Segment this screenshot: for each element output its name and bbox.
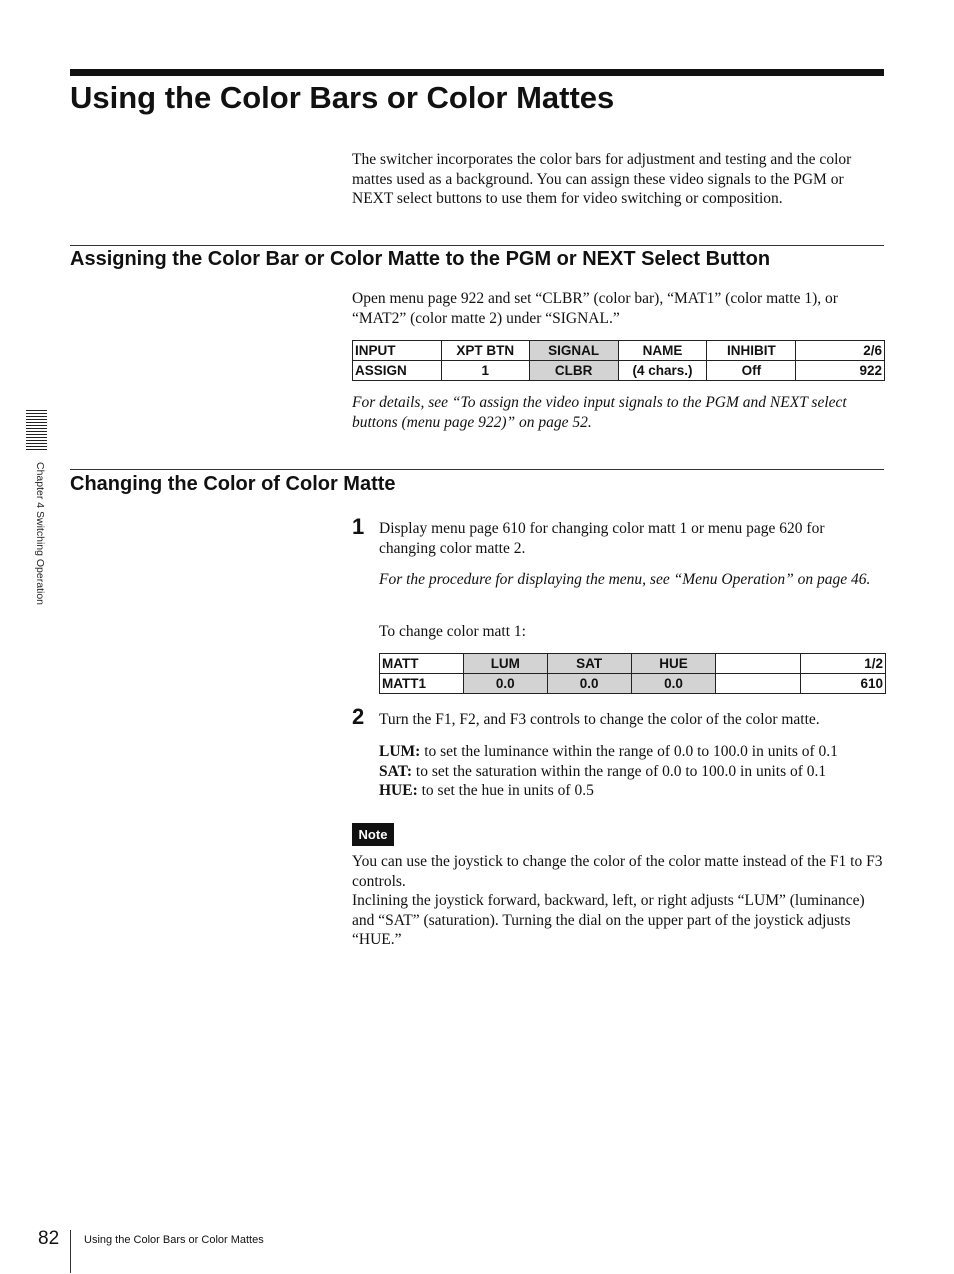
table-row <box>353 341 885 361</box>
section2-heading: Changing the Color of Color Matte <box>70 473 396 495</box>
table-cell <box>716 654 801 674</box>
table-cell: 0.0 <box>463 674 547 694</box>
param-term: HUE: <box>379 782 418 799</box>
section1-text: Open menu page 922 and set “CLBR” (color bar), “MAT1” (color matte 1), or “MAT2” (color matte 2) under “SIGNAL.” <box>352 290 838 327</box>
note-badge: Note <box>352 823 394 846</box>
table-row <box>353 361 885 381</box>
table-cell: 610 <box>801 674 886 694</box>
param-desc: to set the saturation within the range of 0.0 to 100.0 in units of 0.1 <box>412 762 827 780</box>
table-cell: NAME <box>618 341 707 361</box>
step1-subtext: To change color matt 1: <box>379 623 526 640</box>
page-title: Using the Color Bars or Color Mattes <box>70 80 615 115</box>
note-line2: Inclining the joystick forward, backward, left, or right adjusts “LUM” (luminance) and “SAT” (saturation). Turning the dial on the upper part of the joystick adjusts “HUE.” <box>352 892 865 948</box>
table-cell: 1/2 <box>801 654 886 674</box>
menu-table-610 <box>379 653 886 694</box>
table-cell: XPT BTN <box>441 341 529 361</box>
parameter-list <box>379 742 884 801</box>
title-rule <box>70 69 884 76</box>
table-cell: HUE <box>631 654 716 674</box>
table-cell: 2/6 <box>796 341 885 361</box>
step-number-2: 2 <box>352 704 365 729</box>
section1-reference: For details, see “To assign the video input signals to the PGM and NEXT select buttons (menu page 922)” on page 52. <box>352 394 847 431</box>
step1-reference: For the procedure for displaying the menu, see “Menu Operation” on page 46. <box>379 571 871 588</box>
section1-heading: Assigning the Color Bar or Color Matte to the PGM or NEXT Select Button <box>70 248 771 270</box>
table-cell: SIGNAL <box>529 341 618 361</box>
footer-rule <box>70 1230 71 1273</box>
page-number: 82 <box>38 1228 60 1249</box>
table-cell <box>716 674 801 694</box>
param-sat <box>379 762 884 782</box>
table-cell: 0.0 <box>547 674 631 694</box>
table-cell: (4 chars.) <box>618 361 707 381</box>
note-line1: You can use the joystick to change the color of the color matte instead of the F1 to F3 controls. <box>352 853 883 890</box>
table-cell: 1 <box>441 361 529 381</box>
param-hue <box>379 781 884 801</box>
footer-title: Using the Color Bars or Color Mattes <box>84 1234 264 1246</box>
table-cell: 922 <box>796 361 885 381</box>
table-cell: INPUT <box>353 341 442 361</box>
menu-table-922 <box>352 340 885 381</box>
step-number-1: 1 <box>352 514 365 539</box>
param-term: LUM: <box>379 743 421 760</box>
table-cell: Off <box>707 361 796 381</box>
param-term: SAT: <box>379 762 413 780</box>
table-cell: MATT <box>380 654 464 674</box>
param-desc: to set the luminance within the range of 0.0 to 100.0 in units of 0.1 <box>420 743 838 760</box>
table-cell: ASSIGN <box>353 361 442 381</box>
intro-paragraph: The switcher incorporates the color bars for adjustment and testing and the color mattes used as a background. You can assign these video signals to the PGM or NEXT select buttons to use them for video switching or composition. <box>352 151 852 207</box>
table-cell: CLBR <box>529 361 618 381</box>
table-cell: LUM <box>463 654 547 674</box>
param-lum <box>379 742 884 762</box>
section2-rule <box>70 469 884 470</box>
table-cell: 0.0 <box>631 674 716 694</box>
table-row <box>380 654 886 674</box>
table-cell: MATT1 <box>380 674 464 694</box>
param-desc: to set the hue in units of 0.5 <box>417 782 594 799</box>
table-cell: INHIBIT <box>707 341 796 361</box>
step1-text: Display menu page 610 for changing color matt 1 or menu page 620 for changing color matte 2. <box>379 520 825 557</box>
chapter-label: Chapter 4 Switching Operation <box>34 462 46 605</box>
chapter-tab-marker <box>26 410 47 452</box>
table-row <box>380 674 886 694</box>
step2-text: Turn the F1, F2, and F3 controls to change the color of the color matte. <box>379 711 820 728</box>
table-cell: SAT <box>547 654 631 674</box>
